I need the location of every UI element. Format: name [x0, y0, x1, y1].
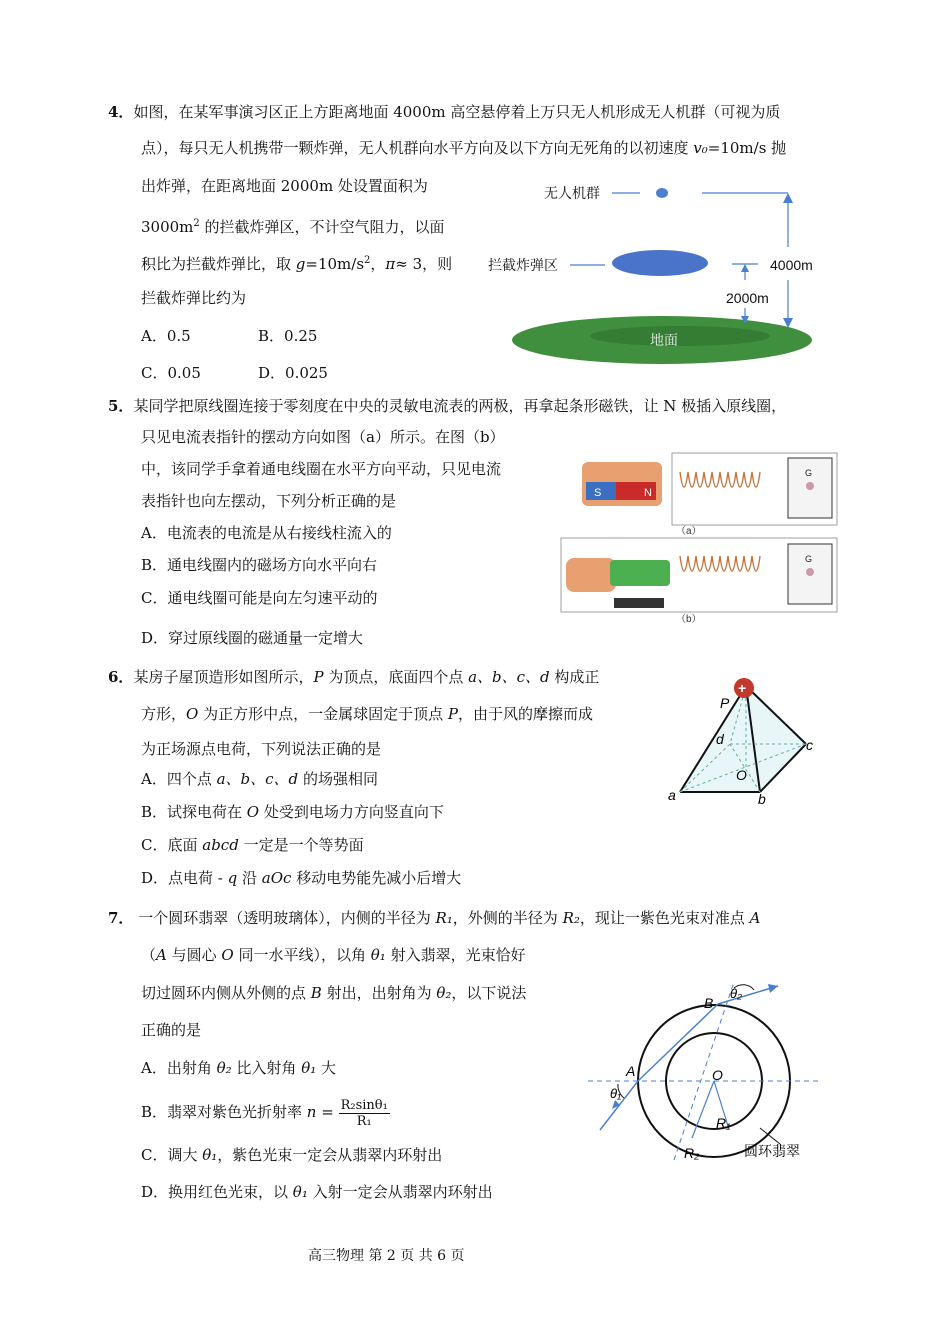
- caption-pointer: [760, 1128, 780, 1144]
- label-b: b: [758, 791, 766, 807]
- q6-line1: 6．某房子屋顶造形如图所示，P 为顶点，底面四个点 a、b、c、d 构成正: [108, 668, 600, 686]
- magnet-s-label: S: [594, 487, 602, 499]
- label-theta2: θ₂: [730, 986, 743, 1001]
- q5-line2: 只见电流表指针的摆动方向如图（a）所示。在图（b）: [141, 428, 505, 446]
- refracted-ray: [638, 1004, 718, 1081]
- q7-ring-figure: [584, 978, 828, 1164]
- q4-figure: [480, 172, 840, 372]
- q5-option-d: D．穿过原线圈的磁通量一定增大: [141, 629, 364, 647]
- q4-line5: 积比为拦截炸弹比，取 $g=10m/s^2$，π≈ 3，则: [141, 255, 453, 273]
- refractive-index-fraction: [339, 1098, 390, 1129]
- label-d: d: [716, 731, 724, 747]
- q7-option-b: B．翡翠对紫色光折射率 n = $\frac{\text{R₂sinθ₁}}{\text{R₁}}$: [141, 1097, 388, 1129]
- label-O: O: [712, 1067, 723, 1083]
- q6-option-b: B．试探电荷在 O 处受到电场力方向竖直向下: [141, 803, 444, 821]
- label-a: a: [668, 787, 676, 803]
- q5-number: 5．: [108, 397, 134, 415]
- q4-option-b: B．0.25: [258, 327, 318, 345]
- q4-option-d: D．0.025: [258, 364, 328, 382]
- galvanometer-a-knob: [806, 482, 814, 490]
- q4-line2: 点），每只无人机携带一颗炸弹，无人机群向水平方向及以下方向无死角的以初速度 v₀=10m/s 抛: [141, 139, 787, 157]
- q6-option-c: C．底面 abcd 一定是一个等势面: [141, 836, 364, 854]
- exit-arrowhead: [768, 984, 778, 993]
- drone-swarm-dot: [656, 188, 668, 198]
- panel-b-label: （b）: [676, 614, 702, 625]
- label-B: B: [704, 995, 714, 1011]
- q6-line2: 方形，O 为正方形中点，一金属球固定于顶点 P，由于风的摩擦而成: [141, 705, 593, 723]
- zone-label: 拦截炸弹区: [488, 257, 558, 273]
- q4-option-c: C．0.05: [141, 364, 201, 382]
- q6-option-d: D．点电荷 - q 沿 aOc 移动电势能先减小后增大: [141, 869, 462, 887]
- q7-option-c: C．调大 θ₁，紫色光束一定会从翡翠内环射出: [141, 1146, 443, 1164]
- q7-number: 7．: [108, 909, 134, 927]
- galvanometer-b-label: G: [805, 554, 813, 564]
- ring-caption: 圆环翡翠: [744, 1143, 800, 1159]
- q4-number: 4．: [108, 103, 134, 121]
- q6-option-a: A．四个点 a、b、c、d 的场强相同: [141, 770, 378, 788]
- panel-a-label: （a）: [676, 526, 702, 537]
- arrowhead-up-4000: [783, 193, 793, 203]
- label-O: O: [736, 767, 747, 783]
- arrowhead-up-2000: [741, 264, 749, 272]
- drone-label: 无人机群: [544, 185, 600, 201]
- ground-label: 地面: [650, 332, 678, 348]
- q7-option-a: A．出射角 θ₂ 比入射角 θ₁ 大: [141, 1059, 337, 1077]
- q7-line2: （A 与圆心 O 同一水平线），以角 θ₁ 射入翡翠，光束恰好: [141, 946, 526, 964]
- q4-option-a: A．0.5: [141, 327, 191, 345]
- q5-option-a: A．电流表的电流是从右接线柱流入的: [141, 524, 392, 542]
- q5-option-c: C．通电线圈可能是向左匀速平动的: [141, 589, 378, 607]
- galvanometer-b-knob: [806, 568, 814, 576]
- h4000-label: 4000m: [770, 257, 813, 273]
- label-R1: R₁: [716, 1115, 731, 1131]
- q4-line4: $3000m^2$ 的拦截炸弹区，不计空气阻力，以面: [141, 218, 445, 236]
- q5-line4: 表指针也向左摆动，下列分析正确的是: [141, 492, 397, 510]
- label-R2: R₂: [684, 1145, 700, 1161]
- h2000-label: 2000m: [726, 290, 769, 306]
- label-c: c: [806, 737, 813, 753]
- label-theta1: θ₁: [610, 1086, 622, 1101]
- plus-sign: +: [738, 680, 747, 696]
- magnet-n-label: N: [644, 487, 652, 499]
- energized-coil: [610, 560, 670, 586]
- q4-line6: 拦截炸弹比约为: [141, 289, 247, 307]
- exit-ray: [718, 986, 778, 1004]
- galvanometer-a-label: G: [805, 468, 813, 478]
- page-footer: 高三物理 第 2 页 共 6 页: [308, 1248, 465, 1264]
- q4-line3: 出炸弹，在距离地面 2000m 处设置面积为: [141, 177, 428, 195]
- interception-zone: [612, 250, 708, 276]
- q4-line1: 4．如图，在某军事演习区正上方距离地面 4000m 高空悬停着上万只无人机形成无人机群（可视为质: [108, 103, 781, 121]
- q5-line1: 5．某同学把原线圈连接于零刻度在中央的灵敏电流表的两极，再拿起条形磁铁，让 N 极插入原线圈，: [108, 397, 787, 415]
- q7-option-d: D．换用红色光束，以 θ₁ 入射一定会从翡翠内环射出: [141, 1183, 493, 1201]
- q7-line1: 7． 一个圆环翡翠（透明玻璃体），内侧的半径为 R₁，外侧的半径为 R₂，现让一紫色光束对准点 A: [108, 909, 761, 927]
- q7-line4: 正确的是: [141, 1021, 202, 1039]
- q5-line3: 中，该同学手拿着通电线圈在水平方向平动，只见电流: [141, 460, 502, 478]
- label-P: P: [720, 695, 730, 711]
- q6-number: 6．: [108, 668, 134, 686]
- fraction-numerator: R₂sinθ₁: [340, 1097, 388, 1113]
- q6-pyramid-figure: [660, 672, 820, 812]
- q7-line3: 切过圆环内侧从外侧的点 B 射出，出射角为 θ₂，以下说法: [141, 984, 527, 1002]
- q5-option-b: B．通电线圈内的磁场方向水平向右: [141, 556, 378, 574]
- q5-figure: [560, 452, 840, 628]
- ground-shadow: [590, 326, 770, 346]
- q6-line3: 为正场源点电荷，下列说法正确的是: [141, 740, 382, 758]
- hand-b: [566, 558, 616, 592]
- label-A: A: [626, 1063, 636, 1079]
- battery: [614, 598, 664, 608]
- fraction-denominator: R₁: [356, 1113, 372, 1129]
- incident-arrowhead: [612, 1100, 620, 1109]
